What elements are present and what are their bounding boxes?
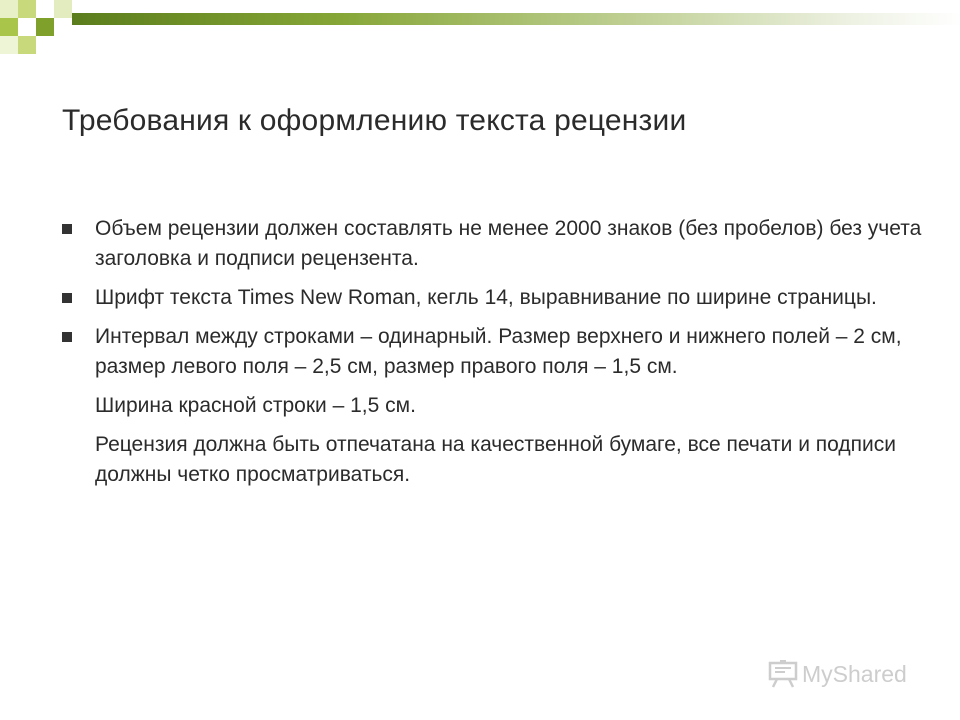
list-item-text: Интервал между строками – одинарный. Размер верхнего и нижнего полей – 2 см, размер левого поля – 2,5 см, размер правого поля – 1,5 см. <box>95 325 902 378</box>
list-item <box>62 430 922 490</box>
header-gradient-bar <box>72 13 960 25</box>
list-item-text: Шрифт текста Times New Roman, кегль 14, выравнивание по ширине страницы. <box>95 286 877 309</box>
decor-square <box>54 0 72 18</box>
bullet-square-icon <box>62 293 72 303</box>
slide-title: Требования к оформлению текста рецензии <box>62 104 687 137</box>
list-item-text: Рецензия должна быть отпечатана на качественной бумаге, все печати и подписи должны четко просматриваться. <box>95 433 896 486</box>
slide-body <box>62 214 922 499</box>
presentation-board-icon <box>768 660 798 688</box>
list-item-text: Объем рецензии должен составлять не менее 2000 знаков (без пробелов) без учета заголовка и подписи рецензента. <box>95 217 922 270</box>
watermark-text: MyShared <box>802 660 907 687</box>
decor-square <box>0 0 18 18</box>
decor-square <box>0 36 18 54</box>
list-item <box>62 283 922 313</box>
watermark <box>768 657 907 691</box>
bullet-square-icon <box>62 332 72 342</box>
list-item <box>62 391 922 421</box>
decor-square <box>18 36 36 54</box>
bullet-square-icon <box>62 224 72 234</box>
decor-square <box>18 0 36 18</box>
list-item <box>62 322 922 382</box>
decor-square <box>36 18 54 36</box>
list-item-text: Ширина красной строки – 1,5 см. <box>95 394 416 417</box>
decor-square <box>0 18 18 36</box>
list-item <box>62 214 922 274</box>
